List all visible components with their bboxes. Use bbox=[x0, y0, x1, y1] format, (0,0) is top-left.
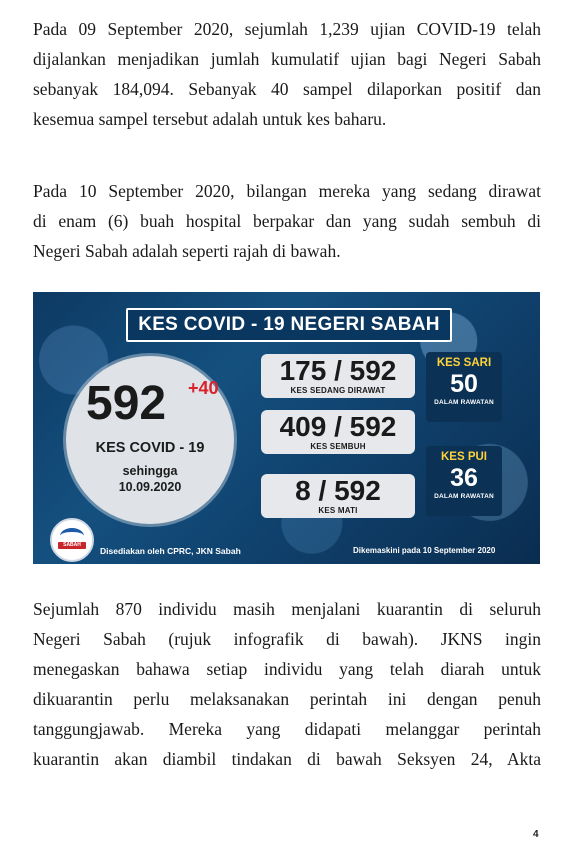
total-cases-number: 592 bbox=[86, 377, 167, 430]
paragraph-line: Pada 10 September 2020, bilangan mereka yang sedang dirawat bbox=[33, 181, 541, 201]
paragraph-line: kuarantin akan diambil tindakan di bawah Seksyen 24, Akta bbox=[33, 749, 541, 769]
paragraph-line: di enam (6) buah hospital berpakar dan yang sudah sembuh di bbox=[33, 211, 541, 231]
total-cases-circle bbox=[66, 356, 234, 524]
paragraph-line: dikuarantin perlu melaksanakan perintah ini dengan penuh bbox=[33, 689, 541, 709]
sehingga-label: sehingga bbox=[122, 464, 178, 478]
paragraph-line: menegaskan bahawa setiap individu yang telah diarah untuk bbox=[33, 659, 541, 679]
stat-value: 175 / 592 bbox=[279, 355, 397, 386]
side-box-pui bbox=[426, 446, 502, 516]
side-label: DALAM RAWATAN bbox=[434, 399, 494, 406]
stat-box-mati bbox=[261, 474, 415, 518]
side-title: KES SARI bbox=[436, 357, 492, 369]
side-value: 50 bbox=[450, 370, 478, 398]
stat-label: KES MATI bbox=[318, 506, 358, 515]
paragraph-line: tanggungjawab. Mereka yang didapati melanggar perintah bbox=[33, 719, 541, 739]
paragraph-line: dijalankan menjadikan jumlah kumulatif ujian bagi Negeri Sabah bbox=[33, 49, 541, 69]
paragraph-2 bbox=[33, 176, 541, 266]
paragraph-line: Sejumlah 870 individu masih menjalani kuarantin di seluruh bbox=[33, 599, 541, 619]
stat-label: KES SEDANG DIRAWAT bbox=[290, 386, 386, 395]
infographic-title: KES COVID - 19 NEGERI SABAH bbox=[126, 308, 452, 342]
side-label: DALAM RAWATAN bbox=[434, 493, 494, 500]
paragraph-1 bbox=[33, 14, 541, 134]
stat-value: 409 / 592 bbox=[279, 411, 397, 442]
paragraph-line: sebanyak 184,094. Sebanyak 40 sampel dilaporkan positif dan bbox=[33, 79, 541, 99]
paragraph-line: Negeri Sabah (rujuk infografik di bawah). JKNS ingin bbox=[33, 629, 541, 649]
logo-text: SABAH bbox=[63, 542, 81, 548]
paragraph-line: Negeri Sabah adalah seperti rajah di bawah. bbox=[33, 241, 341, 261]
total-cases-label: KES COVID - 19 bbox=[95, 440, 205, 456]
sabah-logo-icon bbox=[50, 518, 94, 562]
stat-value: 8 / 592 bbox=[295, 475, 381, 506]
stat-box-sembuh bbox=[261, 410, 415, 454]
updated-on-text: Dikemaskini pada 10 September 2020 bbox=[353, 546, 496, 555]
paragraph-line: Pada 09 September 2020, sejumlah 1,239 ujian COVID-19 telah bbox=[33, 19, 541, 39]
side-value: 36 bbox=[450, 464, 478, 492]
covid-infographic bbox=[33, 292, 540, 564]
side-title: KES PUI bbox=[440, 451, 487, 463]
date-label: 10.09.2020 bbox=[118, 480, 182, 494]
stat-label: KES SEMBUH bbox=[310, 442, 366, 451]
paragraph-line: kesemua sampel tersebut adalah untuk kes baharu. bbox=[33, 109, 387, 129]
prepared-by-text: Disediakan oleh CPRC, JKN Sabah bbox=[100, 546, 241, 556]
side-box-sari bbox=[426, 352, 502, 422]
new-cases-number: +40 bbox=[188, 378, 219, 398]
page-number: 4 bbox=[533, 829, 539, 840]
paragraph-3 bbox=[33, 594, 541, 774]
stat-box-dirawat bbox=[261, 354, 415, 398]
